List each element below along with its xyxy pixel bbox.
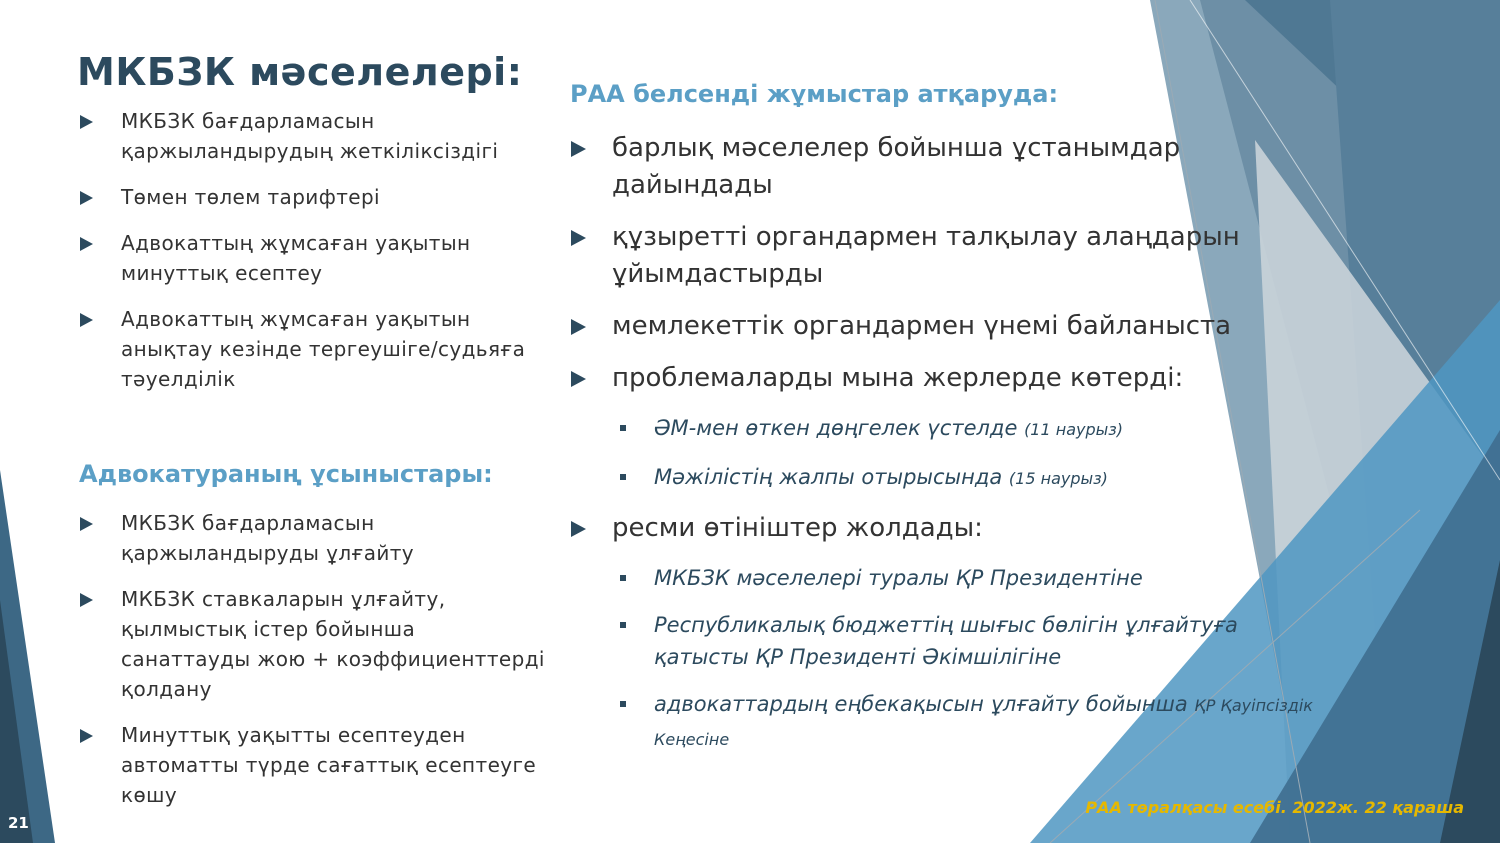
triangle-bullet-icon: [571, 371, 586, 387]
triangle-bullet-icon: [571, 319, 586, 335]
list-item: [80, 584, 550, 704]
list-item-text: барлық мәселелер бойынша ұстанымдар дайындады: [612, 133, 1181, 200]
sub-list-item: [571, 562, 1331, 594]
sub-item-text: Республикалық бюджеттің шығыс бөлігін ұлғайтуға қатысты ҚР Президенті Әкімшілігіне: [654, 613, 1238, 669]
sub-list-item: [571, 609, 1331, 673]
list-item-text: Минуттық уақытты есептеуден автоматты түрде сағаттық есептеуге көшу: [121, 723, 537, 807]
date-note: (11 наурыз): [1024, 420, 1124, 439]
sub-list-item: [571, 461, 1331, 495]
triangle-bullet-icon: [80, 517, 93, 531]
square-bullet-icon: [620, 425, 626, 431]
list-item-text: проблемаларды мына жерлерде көтерді:: [612, 363, 1184, 393]
sub-item-text: ӘМ-мен өткен дөңгелек үстелде: [654, 416, 1018, 440]
triangle-bullet-icon: [80, 729, 93, 743]
square-bullet-icon: [620, 701, 626, 707]
list-item: [80, 182, 550, 212]
list-item-text: Адвокаттың жұмсаған уақытын минуттық есептеу: [121, 231, 471, 285]
list-item-text: құзыретті органдармен талқылау алаңдарын ұйымдастырды: [612, 222, 1240, 289]
triangle-bullet-icon: [80, 115, 93, 129]
triangle-bullet-icon: [571, 521, 586, 537]
page-number: 21: [8, 814, 29, 832]
list-item-text: МКБЗК бағдарламасын қаржыландырудың жеткіліксіздігі: [121, 109, 499, 163]
triangle-bullet-icon: [80, 313, 93, 327]
date-note: (15 наурыз): [1008, 469, 1108, 488]
list-item: [80, 720, 550, 810]
sub-list-item: [571, 412, 1331, 446]
square-bullet-icon: [620, 575, 626, 581]
square-bullet-icon: [620, 474, 626, 480]
list-item: [571, 510, 1331, 547]
sub-item-text: МКБЗК мәселелері туралы ҚР Президентіне: [654, 566, 1143, 590]
triangle-bullet-icon: [571, 230, 586, 246]
list-item: [80, 228, 550, 288]
actions-list: [571, 130, 1331, 771]
list-item: [571, 308, 1331, 345]
sub-item-text: Мәжілістің жалпы отырысында: [654, 465, 1003, 489]
triangle-bullet-icon: [571, 141, 586, 157]
triangle-bullet-icon: [80, 237, 93, 251]
actions-heading: РАА белсенді жұмыстар атқаруда:: [570, 80, 1059, 108]
list-item: [80, 508, 550, 568]
footer-text: РАА төралқасы есебі. 2022ж. 22 қараша: [1085, 798, 1464, 817]
list-item-text: МКБЗК бағдарламасын қаржыландыруды ұлғайту: [121, 511, 415, 565]
list-item-text: МКБЗК ставкаларын ұлғайту, қылмыстық істер бойынша санаттауды жою + коэффициенттерді қолдану: [121, 587, 545, 701]
list-item: [571, 130, 1331, 204]
recipient-note: ҚР Қауіпсіздік Кеңесіне: [654, 696, 1313, 749]
triangle-bullet-icon: [80, 593, 93, 607]
square-bullet-icon: [620, 622, 626, 628]
recommendations-list: [80, 508, 550, 826]
list-item: [571, 219, 1331, 293]
list-item: [80, 304, 550, 394]
list-item-text: Төмен төлем тарифтері: [121, 185, 381, 209]
sub-list-item: [571, 688, 1331, 756]
problems-list: [80, 106, 550, 410]
sub-item-text: адвокаттардың еңбекақысын ұлғайту бойынша: [654, 692, 1188, 716]
triangle-bullet-icon: [80, 191, 93, 205]
list-item-text: Адвокаттың жұмсаған уақытын анықтау кезінде тергеушіге/судьяға тәуелділік: [121, 307, 526, 391]
slide-title: МКБЗК мәселелері:: [77, 50, 523, 94]
list-item-text: ресми өтініштер жолдады:: [612, 513, 983, 543]
list-item-text: мемлекеттік органдармен үнемі байланыста: [612, 311, 1232, 341]
list-item: [80, 106, 550, 166]
list-item: [571, 360, 1331, 397]
recommendations-heading: Адвокатураның ұсыныстары:: [79, 460, 493, 488]
